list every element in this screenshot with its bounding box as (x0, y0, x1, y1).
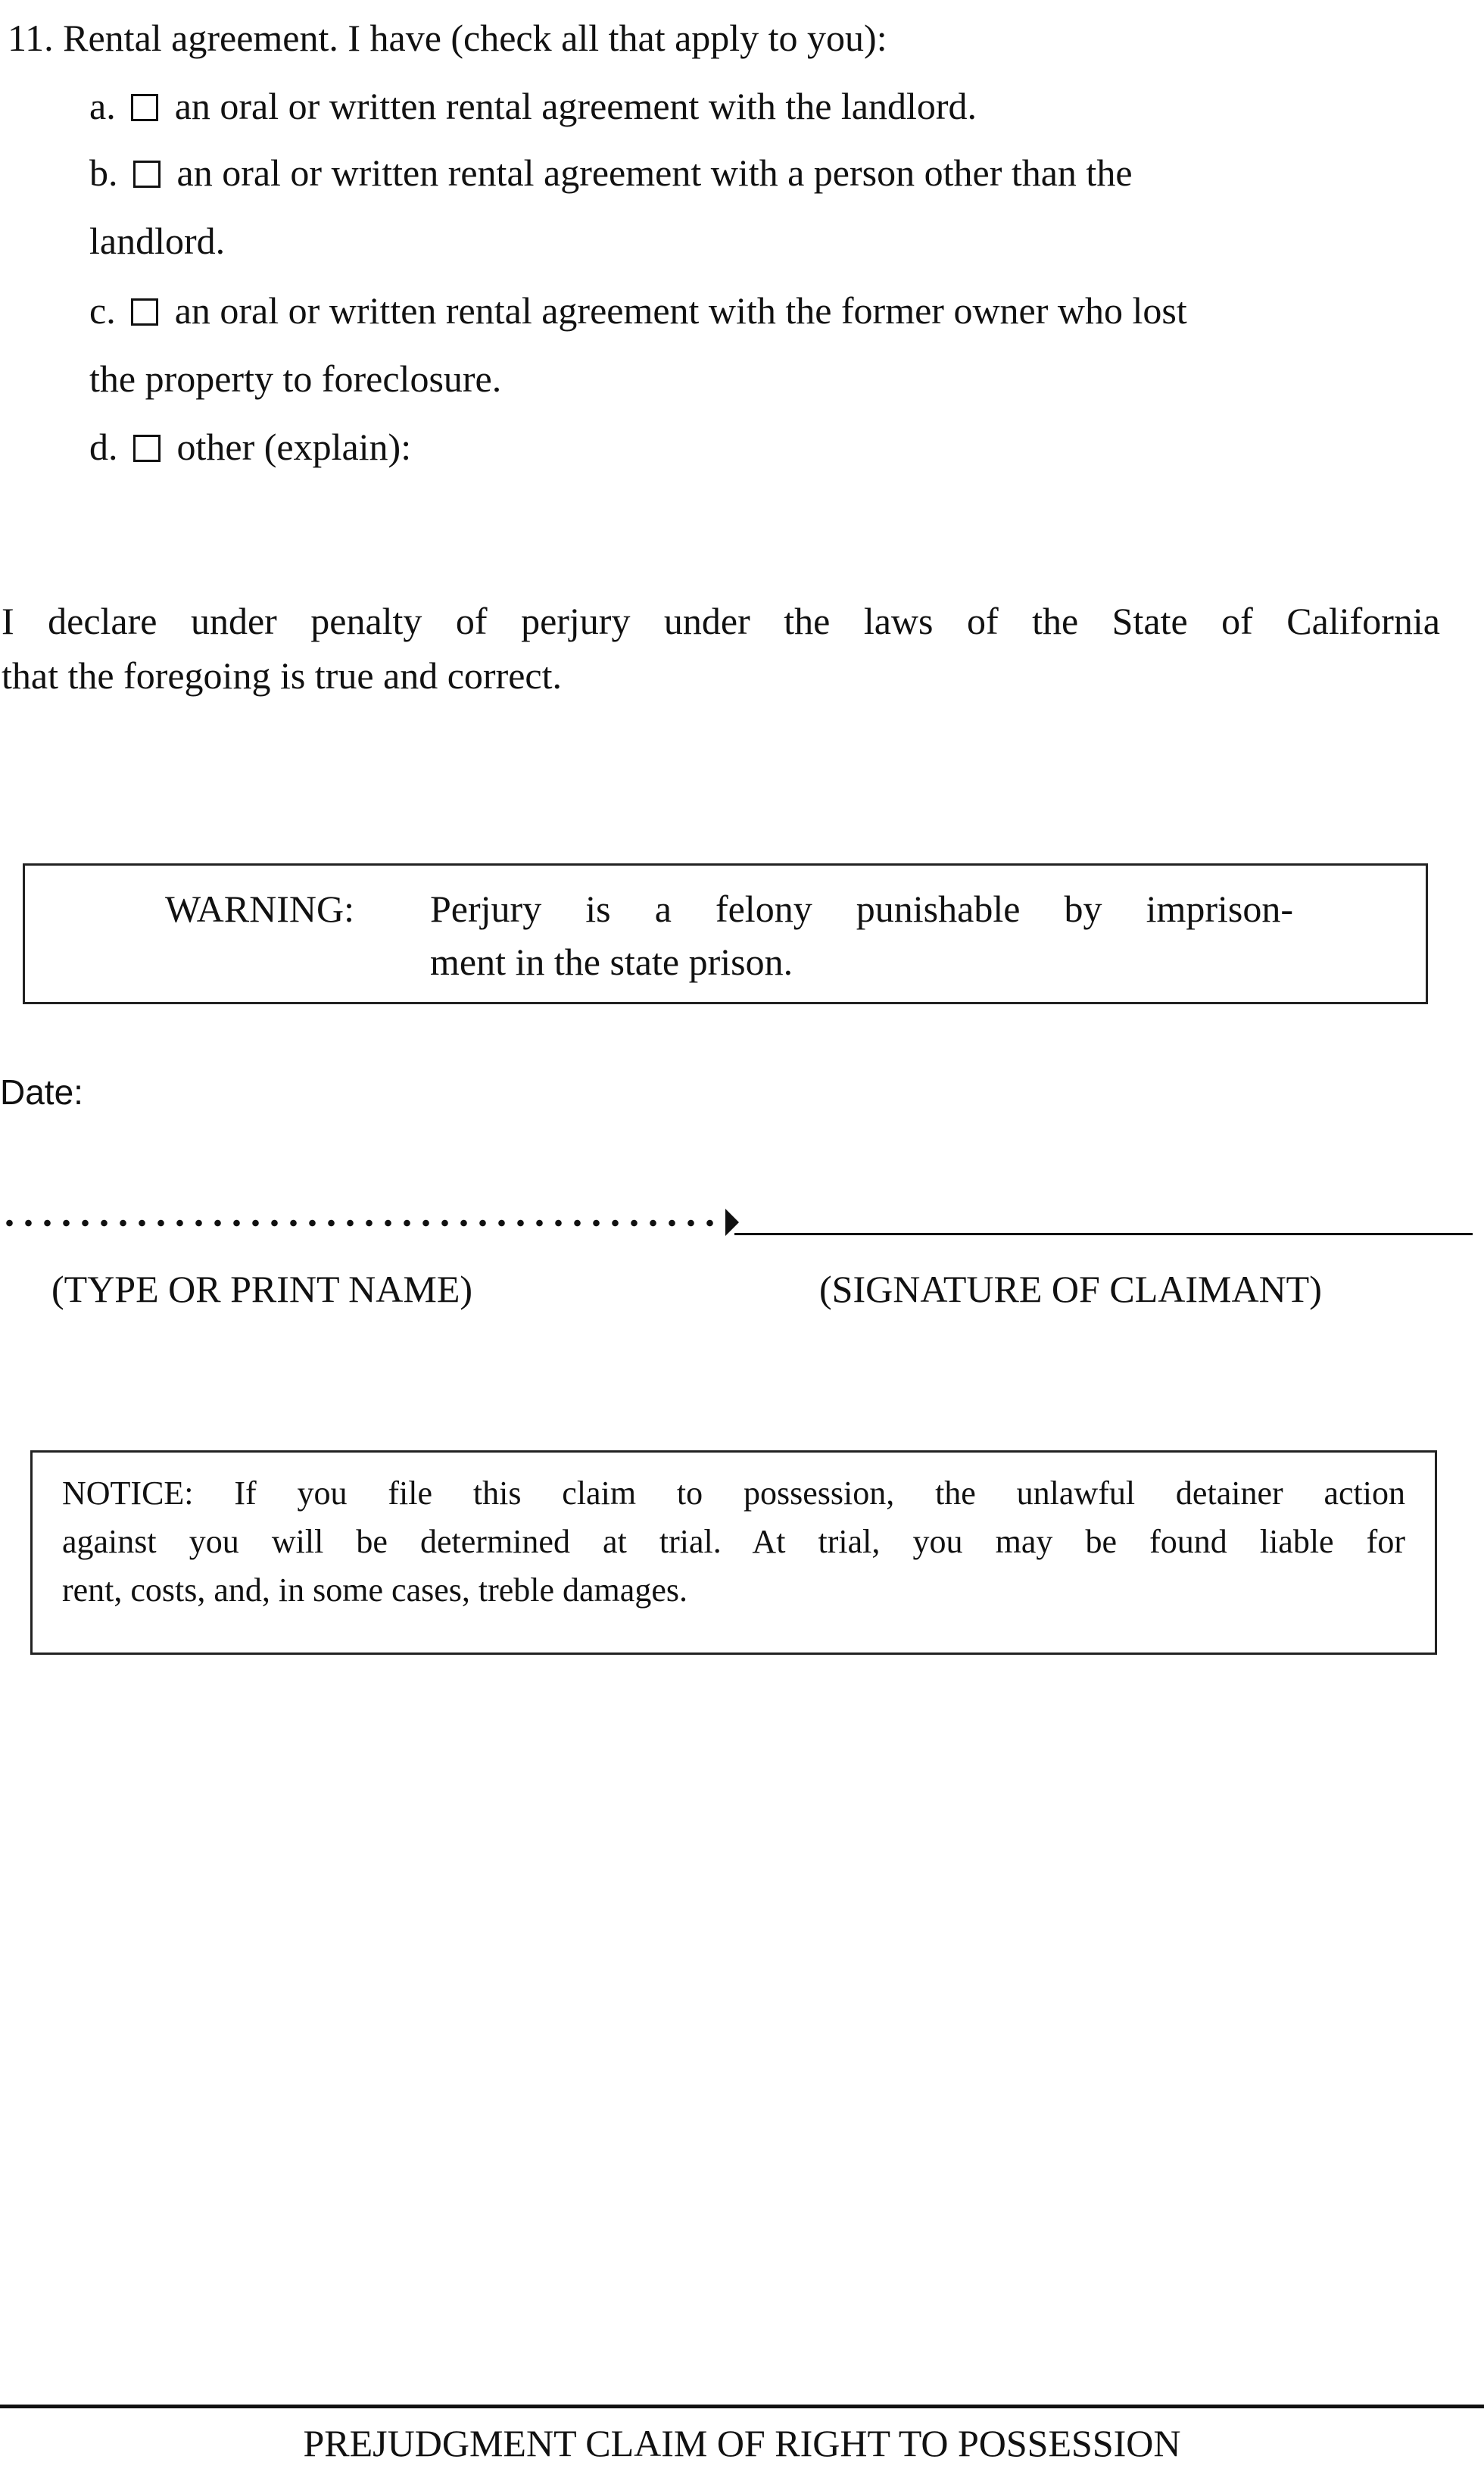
option-b-checkbox[interactable] (133, 161, 161, 188)
option-d-checkbox[interactable] (133, 435, 161, 462)
notice-line-3: rent, costs, and, in some cases, treble damages. (62, 1571, 687, 1609)
footer-rule (0, 2405, 1484, 2408)
notice-line-2: against you will be determined at trial. At trial, you may be found liable for (62, 1523, 1405, 1560)
option-c-letter: c. (89, 289, 116, 332)
option-c-checkbox[interactable] (131, 298, 158, 326)
option-a-letter: a. (89, 85, 116, 127)
name-dotted-line[interactable] (0, 1212, 727, 1234)
option-d-text: other (explain): (176, 426, 412, 468)
option-b-continuation: landlord. (89, 220, 226, 262)
option-c-continuation: the property to foreclosure. (89, 357, 502, 400)
option-d-letter: d. (89, 426, 118, 468)
declaration-line-1: I declare under penalty of perjury under the laws of the State of California (2, 600, 1440, 642)
option-b-letter: b. (89, 151, 118, 194)
option-a-text: an oral or written rental agreement with the landlord. (174, 85, 977, 127)
option-a-row (89, 83, 977, 129)
signature-label: (SIGNATURE OF CLAIMANT) (819, 1268, 1322, 1310)
option-b-row (89, 150, 1133, 195)
warning-label: WARNING: (165, 888, 354, 930)
date-label: Date: (0, 1072, 83, 1112)
warning-line-1: Perjury is a felony punishable by imprison- (430, 888, 1293, 930)
notice-line-1: NOTICE: If you file this claim to possession, the unlawful detainer action (62, 1475, 1405, 1512)
declaration-line-2: that the foregoing is true and correct. (2, 654, 562, 697)
name-label: (TYPE OR PRINT NAME) (51, 1268, 473, 1310)
option-d-row (89, 424, 411, 470)
warning-line-2: ment in the state prison. (430, 941, 793, 983)
option-b-text: an oral or written rental agreement with a person other than the (176, 151, 1133, 194)
signature-line[interactable] (734, 1233, 1473, 1235)
signature-arrow-icon (725, 1209, 739, 1236)
footer-title: PREJUDGMENT CLAIM OF RIGHT TO POSSESSION (303, 2422, 1181, 2464)
item-11-heading: 11. Rental agreement. I have (check all that apply to you): (8, 17, 887, 59)
option-c-text: an oral or written rental agreement with the former owner who lost (174, 289, 1187, 332)
option-c-row (89, 288, 1187, 333)
option-a-checkbox[interactable] (131, 94, 158, 121)
